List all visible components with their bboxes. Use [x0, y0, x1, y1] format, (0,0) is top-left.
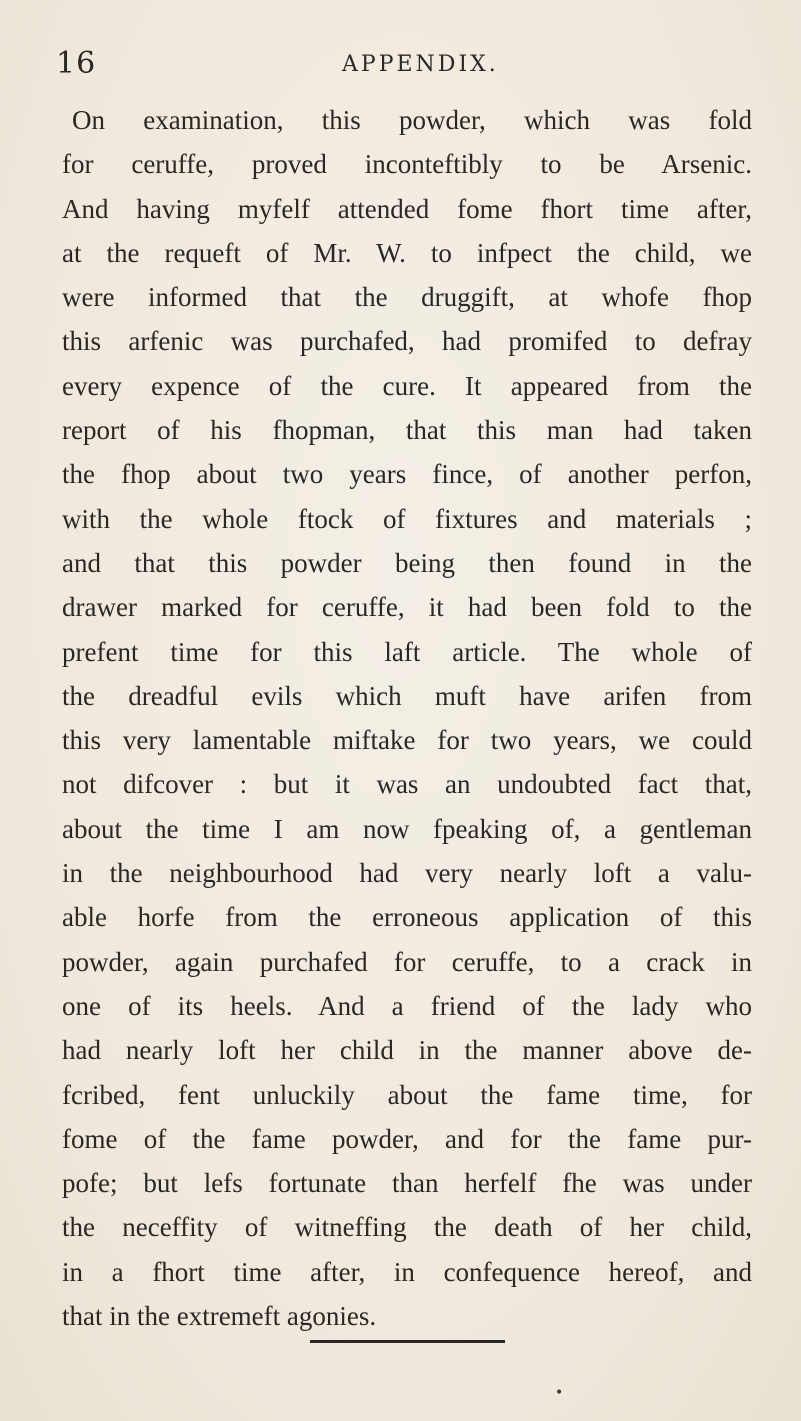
body-paragraph: [62, 98, 752, 1338]
printer-mark: •: [555, 1385, 564, 1401]
text-line: On examination, this powder, which was fold: [72, 105, 752, 135]
text-line: at the requeft of Mr. W. to infpect the child, we: [62, 237, 752, 268]
text-line: and that this powder being then found in the: [62, 547, 752, 578]
text-line: report of his fhopman, that this man had taken: [62, 415, 752, 446]
text-line: the neceffity of witneffing the death of her child,: [62, 1212, 752, 1243]
text-line: prefent time for this laft article. The whole of: [62, 636, 752, 667]
page-number: 16: [56, 46, 97, 81]
text-line: powder, again purchafed for ceruffe, to a crack in: [62, 946, 752, 977]
text-line: that in the extremeft agonies.: [62, 1301, 377, 1332]
text-line: the fhop about two years fince, of another perfon,: [62, 459, 752, 490]
text-line: fome of the fame powder, and for the fame pur-: [62, 1123, 752, 1154]
text-line: And having myfelf attended fome fhort time after,: [62, 193, 752, 224]
page-header: [56, 46, 616, 96]
text-line: were informed that the druggift, at whofe fhop: [62, 282, 752, 313]
text-line: in a fhort time after, in confequence hereof, and: [62, 1256, 752, 1287]
text-line: able horfe from the erroneous application of this: [62, 902, 752, 933]
text-line: this very lamentable miftake for two years, we could: [62, 725, 752, 756]
closing-rule: [310, 1340, 505, 1343]
text-line: pofe; but lefs fortunate than herfelf fhe was under: [62, 1168, 752, 1199]
text-line: had nearly loft her child in the manner above de-: [62, 1035, 752, 1066]
text-line: for ceruffe, proved inconteftibly to be Arsenic.: [62, 149, 752, 180]
text-line: one of its heels. And a friend of the lady who: [62, 990, 752, 1021]
text-line: with the whole ftock of fixtures and materials ;: [62, 503, 752, 534]
text-line: this arfenic was purchafed, had promifed to defray: [62, 326, 752, 357]
text-line: the dreadful evils which muft have arifen from: [62, 680, 752, 711]
text-line: every expence of the cure. It appeared from the: [62, 370, 752, 401]
text-line: fcribed, fent unluckily about the fame time, for: [62, 1079, 752, 1110]
text-line: in the neighbourhood had very nearly loft a valu-: [62, 858, 752, 889]
running-head: APPENDIX.: [342, 52, 499, 77]
text-line: not difcover : but it was an undoubted fact that,: [62, 769, 752, 800]
text-line: about the time I am now fpeaking of, a gentleman: [62, 813, 752, 844]
text-line: drawer marked for ceruffe, it had been fold to the: [62, 592, 752, 623]
